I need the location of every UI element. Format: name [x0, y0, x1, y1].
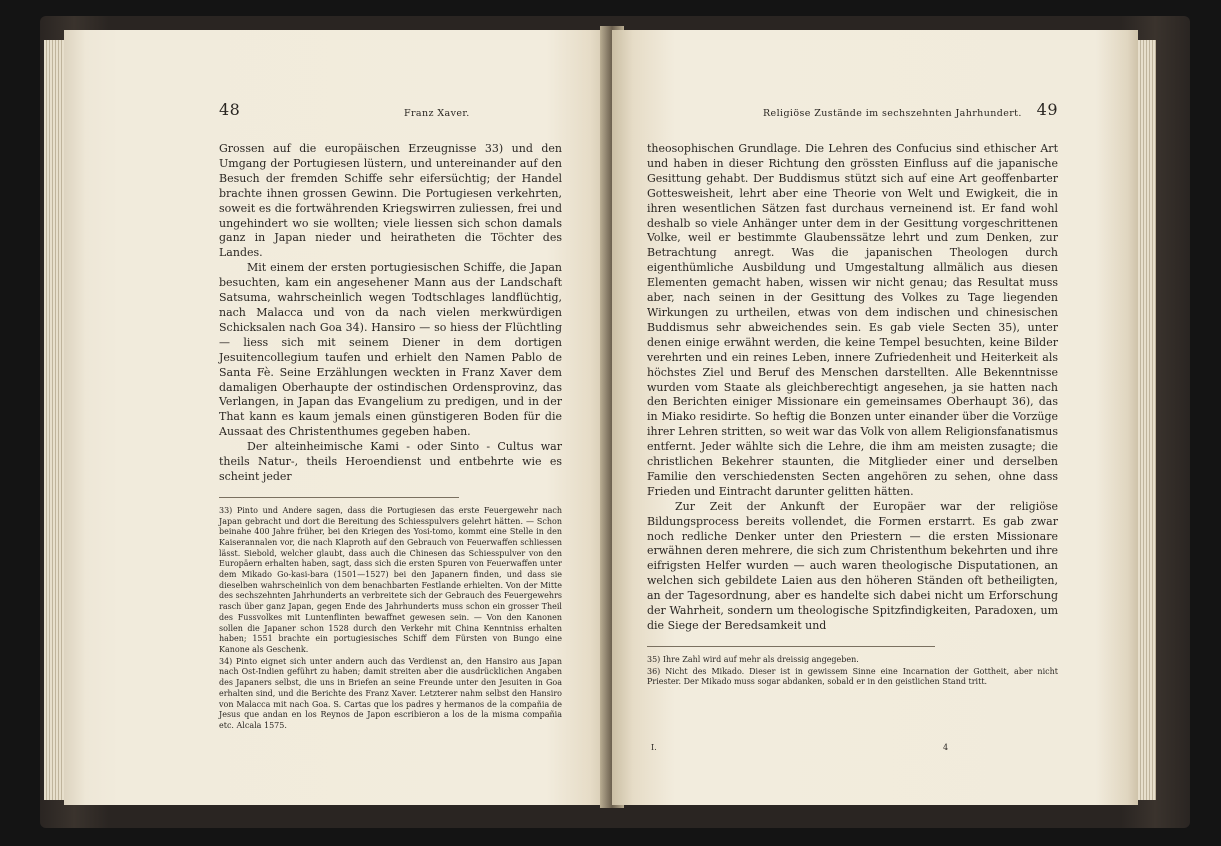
right-footnote-rule — [647, 646, 935, 647]
left-footnote-rule — [219, 497, 459, 498]
right-running-head — [647, 100, 1058, 142]
footnote-33: 33) Pinto und Andere sagen, dass die Portugiesen das erste Feuergewehr nach Japan gebracht und dort die Bereitung des Schiesspulvers gelehrt hätten. — Schon beinahe 400 Jahre früher, bei den Kriegen des Yosi-tomo, kommt eine Stelle in den Kaiserannalen vor, die nach Klaproth auf den Gebrauch von Feuerwaffen schliessen lässt. Siebold, welcher glaubt, dass auch die Chinesen das Schiesspulver von den Europäern erhalten haben, sagt, dass sich die ersten Spuren von Feuerwaffen unter dem Mikado Go-kasi-bara (1501—1527) bei den Japanern finden, und dass sie dieselben wahrscheinlich von dem benachbarten Festlande erhielten. Von der Mitte des sechszehnten Jahrhunderts an verbreitete sich der Gebrauch des Feuergewehrs rasch über ganz Japan, gegen Ende des Jahrhunderts muss schon ein grosser Theil des Fussvolkes mit Luntenflinten bewaffnet gewesen sein. — Von den Kanonen sollen die Japaner schon 1528 durch den Verkehr mit China Kenntniss erhalten haben; 1551 brachte ein portugiesisches Schiff dem Fürsten von Bungo eine Kanone als Geschenk. — [219, 505, 562, 654]
page-edges-right — [1138, 40, 1156, 800]
left-body-text — [219, 142, 562, 485]
signature-mark-right: 4 — [943, 743, 949, 752]
left-page-number: 48 — [219, 100, 241, 119]
footnote-36: 36) Nicht des Mikado. Dieser ist in gewissem Sinne eine Incarnation der Gottheit, aber nicht Priester. Der Mikado muss sogar abdanken, sobald er in den geistlichen Stand tritt. — [647, 666, 1058, 687]
left-page — [64, 30, 612, 805]
right-body-text — [647, 142, 1058, 634]
left-footnotes — [219, 506, 562, 732]
right-footnotes — [647, 655, 1058, 688]
right-page — [612, 30, 1138, 805]
right-running-title: Religiöse Zustände im sechszehnten Jahrhundert. — [763, 108, 1022, 119]
left-running-title: Franz Xaver. — [404, 108, 470, 119]
page-edges-left — [44, 40, 66, 800]
right-paragraph-2: Zur Zeit der Ankunft der Europäer war der religiöse Bildungsprocess bereits vollendet, die Formen erstarrt. Es gab zwar noch redliche Denker unter den Priestern — die ersten Missionare erwähnen deren mehrere, die sich zum Christenthum bekehrten und ihre eifrigsten Helfer wurden — auch waren theologische Disputationen, an welchen sich gebildete Laien aus den höheren Ständen oft betheiligten, an der Tagesordnung, aber es handelte sich dabei nicht um Erforschung der Wahrheit, sondern um theologische Spitzfindigkeiten, Paradoxen, um die Siege der Beredsamkeit und — [647, 499, 1058, 632]
left-running-head — [219, 100, 562, 142]
right-paragraph-1: theosophischen Grundlage. Die Lehren des Confucius sind ethischer Art und haben in dieser Richtung den grössten Einfluss auf die japanische Gesittung gehabt. Der Buddismus stützt sich auf eine Art geoffenbarter Gottesweisheit, lehrt aber eine Theorie von Welt und Ewigkeit, die in ihren wesentlichen Sätzen fast durchaus verneinend ist. Er fand wohl deshalb so viele Anhänger unter dem in der Gesittung vorgeschrittenen Volke, weil er bestimmte Glaubenssätze lehrt und zum Denken, zur Betrachtung anregt. Was die japanischen Theologen durch eigenthümliche Ausbildung und Umgestaltung allmälich aus diesen Elementen gemacht haben, wissen wir nicht genau; das Resultat muss aber, nach seinen in der Gesittung des Volkes zu Tage liegenden Wirkungen zu urtheilen, etwas von dem indischen und chinesischen Buddismus sehr abweichendes sein. Es gab viele Secten 35), unter denen einige erwähnt werden, die keine Tempel besuchten, keine Bilder verehrten und ein reines Leben, innere Zufriedenheit und Heiterkeit als höchstes Ziel und Beruf des Menschen darstellten. Alle Bekenntnisse wurden vom Staate als gleichberechtigt angesehen, ja sie hatten nach den Berichten einiger Missionare ein gemeinsames Oberhaupt 36), das in Miako residirte. So heftig die Bonzen unter einander über die Vorzüge ihrer Lehren stritten, so weit war das Volk von allem Religionsfanatismus entfernt. Jeder wählte sich die Lehre, die ihm am meisten zusagte; die christlichen Bekehrer staunten, die Mitglieder einer und derselben Familie den verschiedensten Secten angehören zu sehen, ohne dass Frieden und Eintracht darunter gelitten hätten. — [647, 142, 1058, 498]
signature-mark-left: I. — [651, 743, 657, 752]
left-paragraph-2: Mit einem der ersten portugiesischen Schiffe, die Japan besuchten, kam ein angesehener Mann aus der Landschaft Satsuma, wahrscheinlich wegen Todtschlages landflüchtig, nach Malacca und von da nach vielen merkwürdigen Schicksalen nach Goa 34). Hansiro — so hiess der Flüchtling — liess sich mit seinem Diener in dem dortigen Jesuitencollegium taufen und erhielt den Namen Pablo de Santa Fè. Seine Erzählungen weckten in Franz Xaver dem damaligen Oberhaupte der ostindischen Ordensprovinz, das Verlangen, in Japan das Evangelium zu predigen, und in der That kann es kaum jemals einen günstigeren Boden für die Aussaat des Christenthumes gegeben haben. — [219, 261, 562, 439]
left-paragraph-3: Der alteinheimische Kami - oder Sinto - Cultus war theils Natur-, theils Heroendienst und entbehrte wie es scheint jeder — [219, 440, 562, 483]
left-paragraph-1: Grossen auf die europäischen Erzeugnisse 33) und den Umgang der Portugiesen lüstern, und untereinander auf den Besuch der fremden Schiffe sehr eifersüchtig; der Handel brachte ihnen grossen Gewinn. Die Portugiesen verkehrten, soweit es die fortwährenden Kriegswirren zuliessen, frei und ungehindert wo sie wollten; viele liessen sich schon damals ganz in Japan nieder und heiratheten die Töchter des Landes. — [219, 142, 562, 260]
footnote-35: 35) Ihre Zahl wird auf mehr als dreissig angegeben. — [647, 654, 859, 664]
right-page-number: 49 — [1036, 100, 1058, 119]
footnote-34: 34) Pinto eignet sich unter andern auch das Verdienst an, den Hansiro aus Japan nach Ost-Indien geführt zu haben; damit streiten aber die ausdrücklichen Angaben des Japaners selbst, die uns in Briefen an seine Freunde unter den Jesuiten in Goa erhalten sind, und die Berichte des Franz Xaver. Letzterer nahm selbst den Hansiro von Malacca mit nach Goa. S. Cartas que los padres y hermanos de la compañia de Jesus que andan en los Reynos de Japon escribieron a los de la misma compañia etc. Alcala 1575. — [219, 656, 562, 730]
